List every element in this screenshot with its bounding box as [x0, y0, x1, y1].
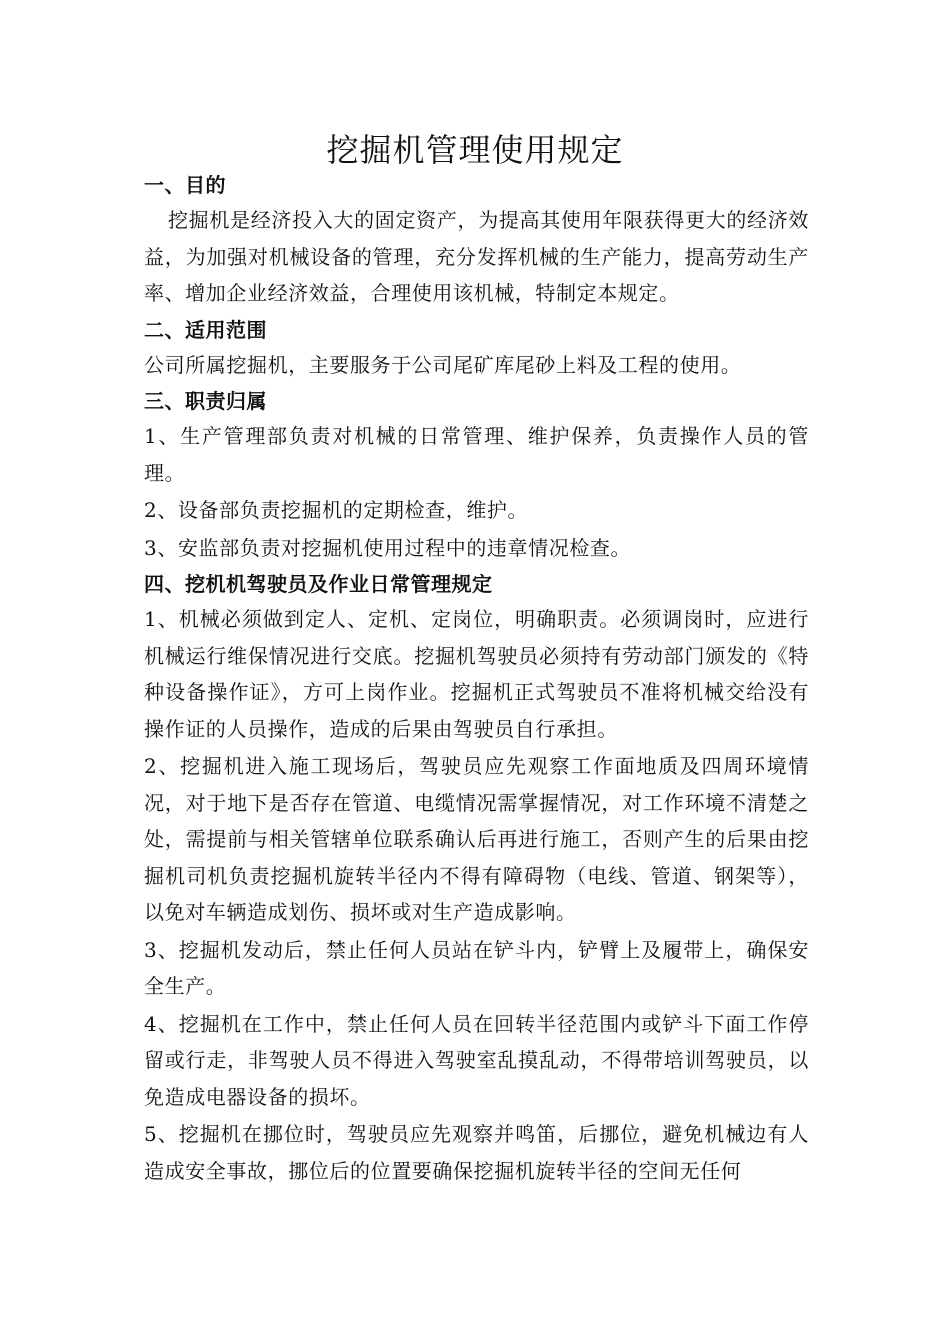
section-responsibilities	[144, 384, 809, 566]
paragraph: 2、设备部负责挖掘机的定期检查，维护。	[144, 498, 529, 522]
paragraph: 公司所属挖掘机，主要服务于公司尾矿库尾砂上料及工程的使用。	[144, 352, 742, 377]
section-scope	[144, 313, 809, 384]
paragraph: 2、挖掘机进入施工现场后，驾驶员应先观察工作面地质及四周环境情况，对于地下是否存在管道、电缆情况需掌握情况，对工作环境不清楚之处，需提前与相关管辖单位联系确认后再进行施工，否则产生的后果由挖掘机司机负责挖掘机旋转半径内不得有障碍物（电线、管道、钢架等），以免对车辆造成划伤、损坏或对生产造成影响。	[144, 754, 809, 924]
paragraph: 3、安监部负责对挖掘机使用过程中的违章情况检查。	[144, 535, 632, 560]
paragraph: 挖掘机是经济投入大的固定资产，为提高其使用年限获得更大的经济效益，为加强对机械设备的管理，充分发挥机械的生产能力，提高劳动生产率、增加企业经济效益，合理使用该机械，特制定本规定。	[144, 208, 809, 305]
paragraph: 4、挖掘机在工作中，禁止任何人员在回转半径范围内或铲斗下面工作停留或行走，非驾驶人员不得进入驾驶室乱摸乱动，不得带培训驾驶员，以免造成电器设备的损坏。	[144, 1011, 809, 1109]
section-heading: 一、目的	[144, 173, 226, 197]
paragraph: 5、挖掘机在挪位时，驾驶员应先观察并鸣笛，后挪位，避免机械边有人造成安全事故，挪位后的位置要确保挖掘机旋转半径的空间无任何	[144, 1122, 809, 1183]
section-purpose	[144, 168, 809, 312]
section-heading: 三、职责归属	[144, 389, 267, 413]
section-heading: 二、适用范围	[144, 317, 267, 342]
section-operator-rules	[144, 567, 809, 1189]
paragraph: 3、挖掘机发动后，禁止任何人员站在铲斗内，铲臂上及履带上，确保安全生产。	[144, 937, 809, 998]
paragraph: 1、机械必须做到定人、定机、定岗位，明确职责。必须调岗时，应进行机械运行维保情况进行交底。挖掘机驾驶员必须持有劳动部门颁发的《特种设备操作证》，方可上岗作业。挖掘机正式驾驶员不准将机械交给没有操作证的人员操作，造成的后果由驾驶员自行承担。	[144, 607, 809, 741]
paragraph: 1、生产管理部负责对机械的日常管理、维护保养，负责操作人员的管理。	[144, 424, 809, 485]
document-title: 挖掘机管理使用规定	[326, 131, 624, 169]
document-body	[144, 168, 809, 1190]
section-heading: 四、挖机机驾驶员及作业日常管理规定	[144, 572, 493, 596]
